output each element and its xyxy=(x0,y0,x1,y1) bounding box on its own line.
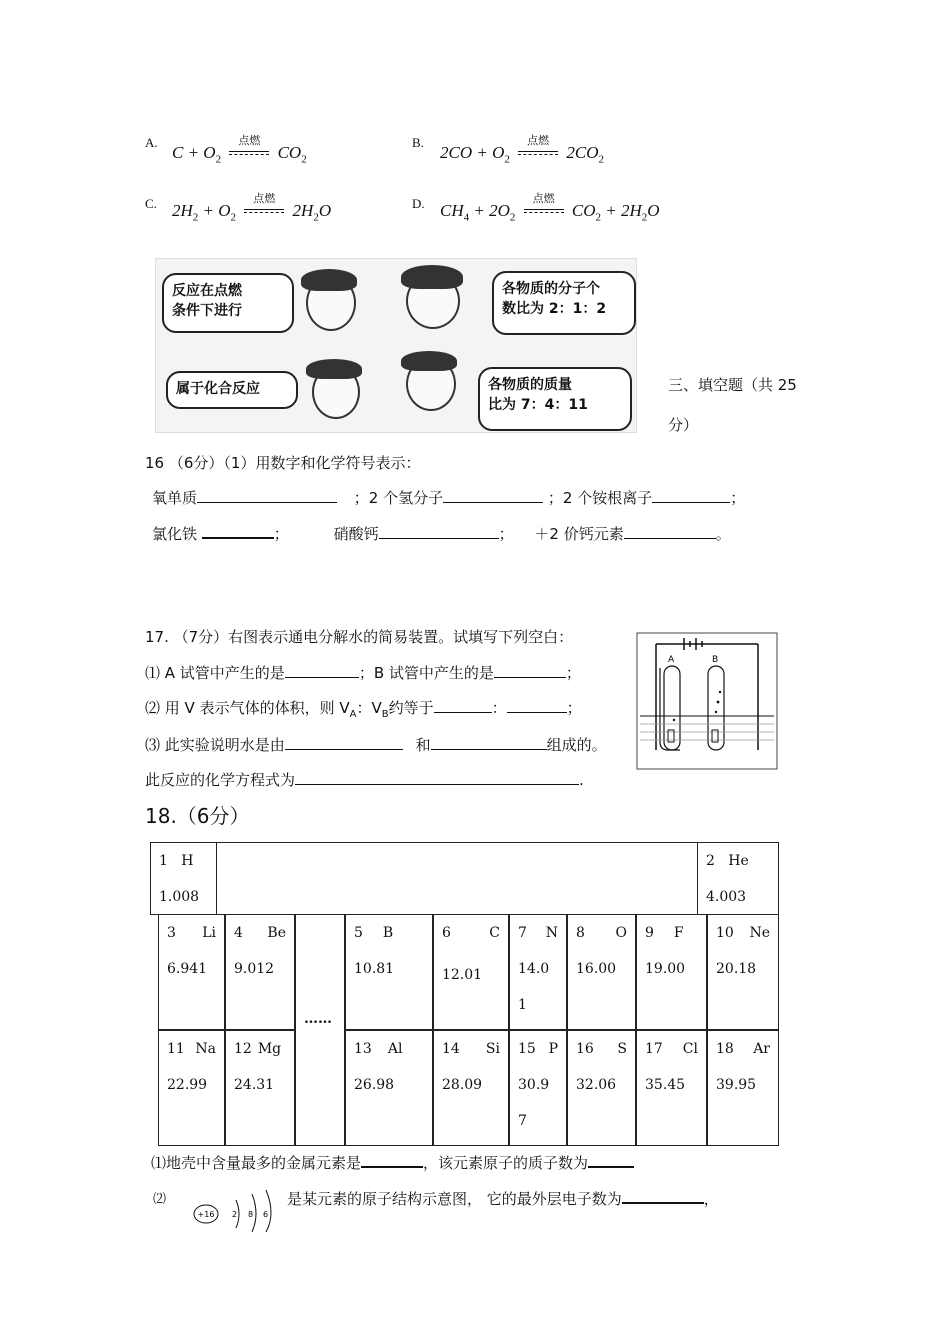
speech-bubble-1: 反应在点燃 条件下进行 xyxy=(162,273,294,333)
element-cell-B: 5 B 10.81 xyxy=(345,914,433,1030)
q17-title: 17. （7分）右图表示通电分解水的简易装置。试填写下列空白： xyxy=(145,628,574,646)
speech-bubble-2: 各物质的分子个 数比为 2：1：2 xyxy=(492,271,636,335)
tube-b-label: B xyxy=(712,655,719,665)
table-top-gap xyxy=(217,842,698,915)
speech-bubble-4: 各物质的质量 比为 7：4：11 xyxy=(478,367,632,431)
section-3-title-cont: 分） xyxy=(668,416,699,434)
option-b-letter: B. xyxy=(412,135,424,150)
element-cell-Na: 11 Na 22.99 xyxy=(158,1030,225,1146)
q18-part2: 是某元素的原子结构示意图， 它的最外层电子数为 ， xyxy=(287,1190,719,1208)
q17-line2: ⑵ 用 V 表示气体的体积，则 $V_A$：$V_B$约等于 ： ； xyxy=(145,699,582,720)
q16-title: 16 （6分）（1）用数字和化学符号表示： xyxy=(145,454,421,472)
element-cell-Ne: 10 Ne 20.18 xyxy=(707,914,779,1030)
speech-bubble-3: 属于化合反应 xyxy=(166,371,298,409)
atom-structure-diagram xyxy=(192,1188,282,1232)
element-cell-S: 16 S 32.06 xyxy=(567,1030,636,1146)
shell-2-count: 8 xyxy=(248,1210,254,1219)
element-cell-Si: 14 Si 28.09 xyxy=(433,1030,509,1146)
element-cell-O: 8 O 16.00 xyxy=(567,914,636,1030)
q18-part1: ⑴地壳中含量最多的金属元素是 ，该元素原子的质子数为 xyxy=(151,1152,634,1173)
nucleus-label: +16 xyxy=(197,1210,215,1219)
q18-title: 18.（6分） xyxy=(145,804,250,828)
element-cell-H: 1 H 1.008 xyxy=(150,842,217,915)
option-a-letter: A. xyxy=(145,135,158,150)
element-cell-F: 9 F 19.00 xyxy=(636,914,707,1030)
option-a-equation: $C + O_2$ 点燃 $CO_2$ xyxy=(172,134,307,166)
ellipsis-cell: …… xyxy=(295,914,345,1146)
option-c-letter: C. xyxy=(145,196,157,211)
element-cell-Li: 3 Li 6.941 xyxy=(158,914,225,1030)
option-b-equation: $2CO + O_2$ 点燃 $2CO_2$ xyxy=(440,134,604,166)
option-d-equation: $CH_4 + 2O_2$ 点燃 $CO_2 + 2H_2O$ xyxy=(440,192,660,224)
q18-part2-label: ⑵ xyxy=(153,1192,167,1207)
section-3-title: 三、填空题（共 25 xyxy=(668,376,797,394)
option-d-letter: D. xyxy=(412,196,425,211)
q17-line1: ⑴ A 试管中产生的是 ；B 试管中产生的是 ； xyxy=(145,664,581,682)
q16-line2: 氯化铁 ； 硝酸钙 ； ＋2 价钙元素 。 xyxy=(152,525,731,543)
element-cell-N: 7 N 14.0 1 xyxy=(509,914,567,1030)
element-cell-Be: 4 Be 9.012 xyxy=(225,914,295,1030)
shell-3-count: 6 xyxy=(263,1210,269,1219)
element-cell-Al: 13 Al 26.98 xyxy=(345,1030,433,1146)
tube-a-label: A xyxy=(668,655,675,665)
q16-line1: 氧单质 ；2 个氢分子 ；2 个铵根离子 ； xyxy=(152,489,746,507)
electrolysis-apparatus-diagram xyxy=(636,632,778,770)
option-c-equation: $2H_2 + O_2$ 点燃 $2H_2O$ xyxy=(172,192,332,224)
element-cell-P: 15 P 30.9 7 xyxy=(509,1030,567,1146)
element-cell-Mg: 12 Mg 24.31 xyxy=(225,1030,295,1146)
cartoon-panel xyxy=(155,258,637,433)
shell-1-count: 2 xyxy=(232,1210,238,1219)
element-cell-He: 2 He 4.003 xyxy=(697,842,779,915)
element-cell-Cl: 17 Cl 35.45 xyxy=(636,1030,707,1146)
element-cell-Ar: 18 Ar 39.95 xyxy=(707,1030,779,1146)
q17-line4: 此反应的化学方程式为 . xyxy=(145,771,584,789)
q17-line3: ⑶ 此实验说明水是由 和 组成的。 xyxy=(145,736,607,754)
element-cell-C: 6 C 12.01 xyxy=(433,914,509,1030)
